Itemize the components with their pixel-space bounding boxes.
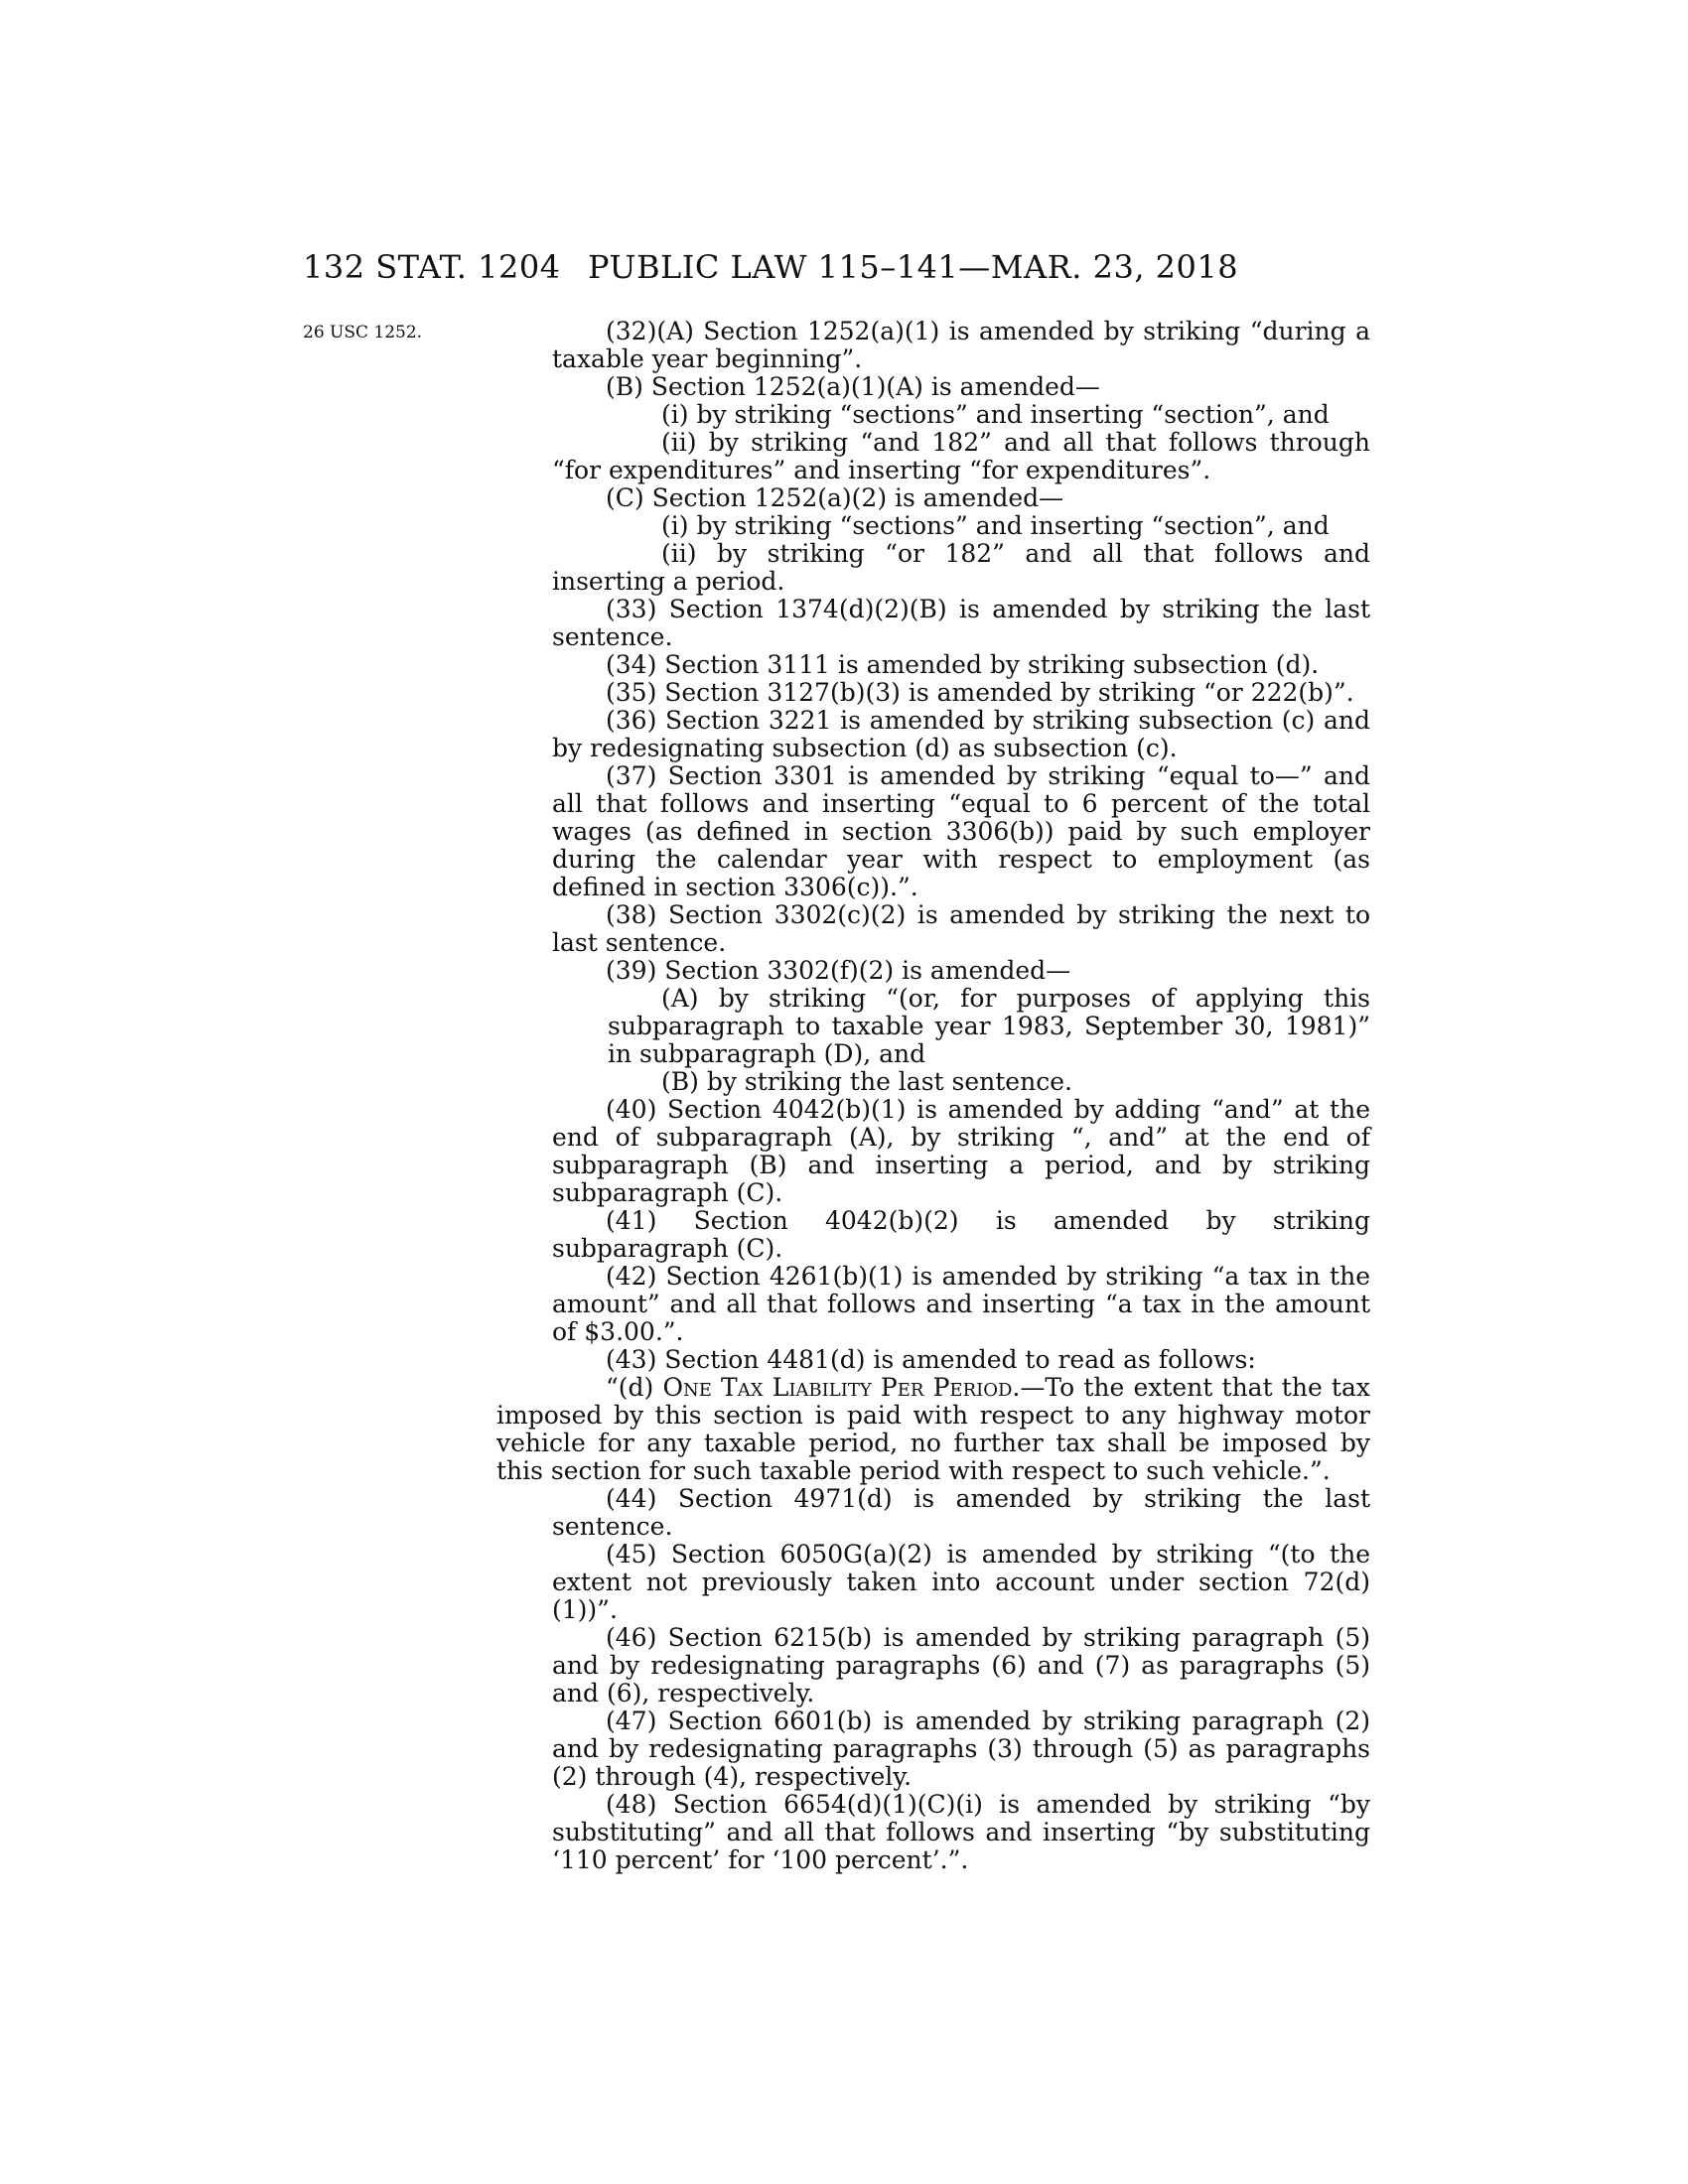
paragraph-42: (42) Section 4261(b)(1) is amended by striking “a tax in the amount” and all that follows and inserting “a tax in the amount of $3.00.”. [552,1262,1370,1346]
inserted-subsection-d-text: .—To the extent that the tax imposed by this section is paid with respect to any highway motor vehicle for any taxable period, no further tax shall be imposed by this section for such taxable period with respect to such vehicle.”. [496,1373,1370,1485]
paragraph-32a: (32)(A) Section 1252(a)(1) is amended by striking “during a taxable year beginning”. [552,317,1370,373]
paragraph-47: (47) Section 6601(b) is amended by striking paragraph (2) and by redesignating paragraphs (3) through (5) as paragraphs (2) through (4), respectively. [552,1706,1370,1791]
clause-32c-i: (i) by striking “sections” and inserting “section”, and [661,511,1330,540]
clause-32b-ii: (ii) by striking “and 182” and all that follows through “for expenditures” and inserting “for expenditures”. [552,428,1370,484]
paragraph-48: (48) Section 6654(d)(1)(C)(i) is amended by striking “by substituting” and all that follows and inserting “by substituting ‘110 percent’ for ‘100 percent’.”. [552,1790,1370,1874]
paragraph-35: (35) Section 3127(b)(3) is amended by striking “or 222(b)”. [606,678,1354,707]
paragraph-46: (46) Section 6215(b) is amended by striking paragraph (5) and by redesignating paragraphs (6) and (7) as paragraphs (5) and (6), respectively. [552,1623,1370,1707]
clause-32c-ii: (ii) by striking “or 182” and all that follows and inserting a period. [552,539,1370,596]
page-stat-citation: 132 STAT. 1204 [303,248,561,286]
inserted-subsection-d-heading: One Tax Liability Per Period [662,1373,1013,1402]
page-running-head: PUBLIC LAW 115–141—MAR. 23, 2018 [588,248,1239,286]
paragraph-39: (39) Section 3302(f)(2) is amended— [606,956,1071,985]
paragraph-33: (33) Section 1374(d)(2)(B) is amended by striking the last sentence. [552,595,1370,651]
paragraph-44: (44) Section 4971(d) is amended by striking the last sentence. [552,1484,1370,1541]
paragraph-43: (43) Section 4481(d) is amended to read as follows: [606,1345,1256,1374]
clause-32b-i: (i) by striking “sections” and inserting “section”, and [661,400,1330,429]
paragraph-32b: (B) Section 1252(a)(1)(A) is amended— [606,372,1100,401]
paragraph-37: (37) Section 3301 is amended by striking “equal to—” and all that follows and inserting “equal to 6 percent of the total wages (as defined in section 3306(b)) paid by such employer during the calendar year with respect to employment (as defined in section 3306(c)).”. [552,761,1370,901]
paragraph-32c: (C) Section 1252(a)(2) is amended— [606,483,1064,512]
subparagraph-39b: (B) by striking the last sentence. [661,1067,1072,1096]
law-body [496,317,1370,1874]
paragraph-40: (40) Section 4042(b)(1) is amended by adding “and” at the end of subparagraph (A), by striking “, and” at the end of subparagraph (B) and inserting a period, and by striking subparagraph (C). [552,1095,1370,1207]
inserted-subsection-d [496,1374,1370,1485]
paragraph-45: (45) Section 6050G(a)(2) is amended by striking “(to the extent not previously taken into account under section 72(d)(1))”. [552,1540,1370,1624]
inserted-subsection-d-lead: “(d) [606,1373,663,1402]
paragraph-36: (36) Section 3221 is amended by striking subsection (c) and by redesignating subsection (d) as subsection (c). [552,706,1370,762]
paragraph-34: (34) Section 3111 is amended by striking subsection (d). [606,650,1320,679]
paragraph-41: (41) Section 4042(b)(2) is amended by striking subparagraph (C). [552,1206,1370,1263]
paragraph-38: (38) Section 3302(c)(2) is amended by striking the next to last sentence. [552,900,1370,957]
margin-citation: 26 USC 1252. [303,323,423,342]
subparagraph-39a: (A) by striking “(or, for purposes of applying this subparagraph to taxable year 1983, September 30, 1981)” in subparagraph (D), and [608,984,1370,1068]
